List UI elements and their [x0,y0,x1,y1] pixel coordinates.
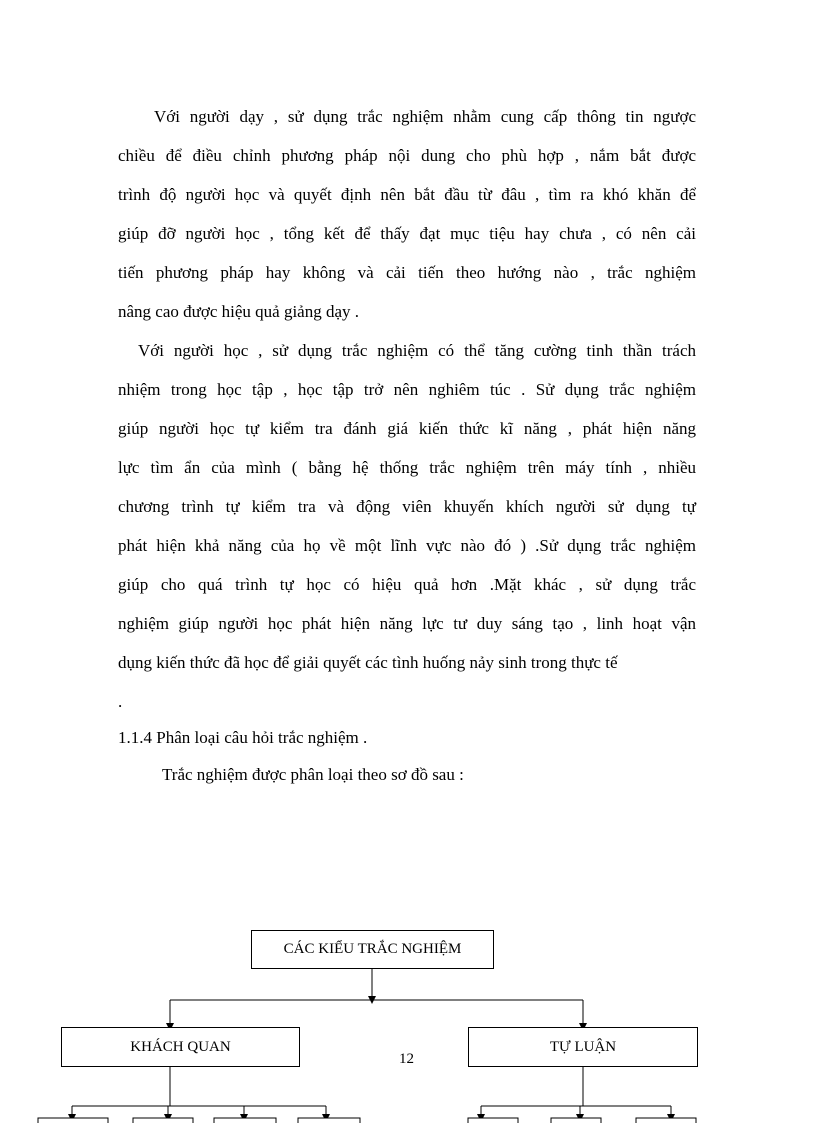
sub-box [298,1118,360,1123]
intro-text: Trắc nghiệm được phân loại theo sơ đồ sau : [162,765,464,784]
text-line: trình độ người học và quyết định nên bắt đầu từ đâu , tìm ra khó khăn để [118,185,696,204]
text-line: giúp người học tự kiểm tra đánh giá kiến thức kĩ năng , phát hiện năng [118,419,696,438]
sub-box [551,1118,601,1123]
sub-box [133,1118,193,1123]
text-line: dụng kiến thức đã học để giải quyết các tình huống nảy sinh trong thực tế [118,653,618,672]
section-heading: 1.1.4 Phân loại câu hỏi trắc nghiệm . [118,728,368,747]
root-box: CÁC KIỂU TRẮC NGHIỆM [251,930,494,969]
text-line: nâng cao được hiệu quả giảng dạy . [118,302,360,321]
text-line: Với người dạy , sử dụng trắc nghiệm nhằm cung cấp thông tin ngược [154,107,696,126]
text-line: lực tìm ẩn của mình ( bằng hệ thống trắc nghiệm trên máy tính , nhiều [118,458,696,477]
objective-box: KHÁCH QUAN [61,1027,300,1067]
sub-box [468,1118,518,1123]
text-line: . [118,692,123,711]
text-line: nghiệm giúp người học phát hiện năng lực tư duy sáng tạo , linh hoạt vận [118,614,696,633]
text-line: phát hiện khả năng của họ về một lĩnh vực nào đó ) .Sử dụng trắc nghiệm [118,536,696,555]
sub-box [214,1118,276,1123]
text-line: chiều để điều chỉnh phương pháp nội dung cho phù hợp , nắm bắt được [118,146,696,165]
sub-box [636,1118,696,1123]
text-line: giúp đỡ người học , tổng kết để thấy đạt mục tiệu hay chưa , có nên cải [118,224,696,243]
page-number: 12 [399,1051,414,1067]
text-line: chương trình tự kiểm tra và động viên khuyến khích người sử dụng tự [118,497,696,516]
text-line: nhiệm trong học tập , học tập trở nên nghiêm túc . Sử dụng trắc nghiệm [118,380,696,399]
text-line: tiến phương pháp hay không và cải tiến theo hướng nào , trắc nghiệm [118,263,696,282]
text-line: Với người học , sử dụng trắc nghiệm có thể tăng cường tinh thần trách [138,341,696,360]
essay-box: TỰ LUẬN [468,1027,698,1067]
text-line: giúp cho quá trình tự học có hiệu quả hơn .Mặt khác , sử dụng trắc [118,575,696,594]
sub-box [38,1118,108,1123]
